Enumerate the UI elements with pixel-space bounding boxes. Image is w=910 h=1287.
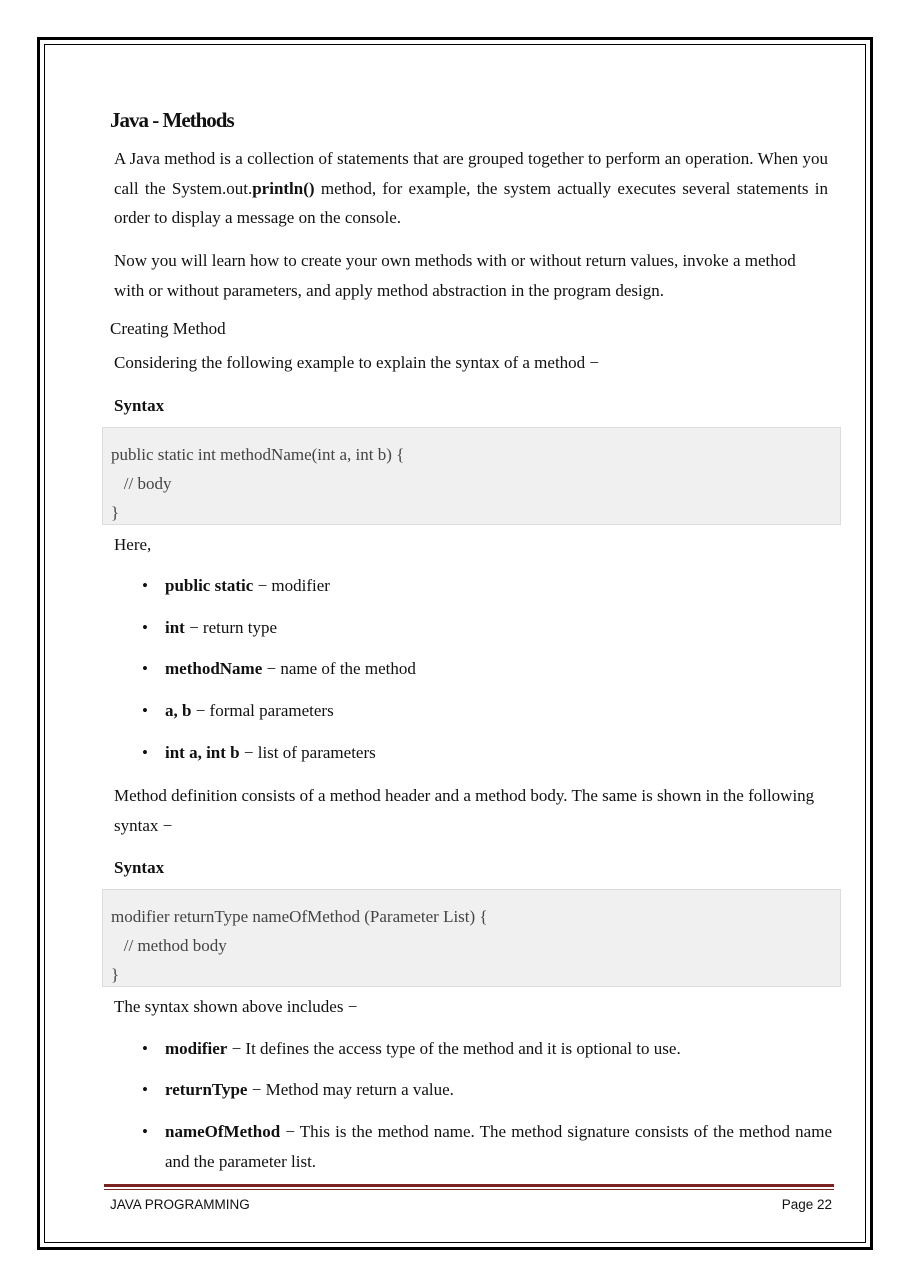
list-item — [142, 1034, 832, 1064]
footer-rule-thin — [104, 1189, 834, 1190]
bullet-icon: • — [142, 1122, 148, 1141]
bullet-icon: • — [142, 701, 148, 720]
list-desc: − It defines the access type of the method and it is optional to use. — [227, 1039, 681, 1058]
footer-rule — [104, 1184, 834, 1187]
list-term: returnType — [165, 1080, 248, 1099]
list-item — [142, 613, 832, 643]
bullet-icon: • — [142, 576, 148, 595]
code-line: // body — [111, 474, 172, 493]
code-line: } — [111, 965, 120, 984]
code-line: } — [111, 503, 120, 522]
bullet-icon: • — [142, 659, 148, 678]
list-item — [142, 571, 832, 601]
list-desc: − This is the method name. The method signature consists of the method name and the parameter list. — [165, 1122, 832, 1171]
list-item — [142, 1075, 832, 1105]
list-item — [142, 1117, 832, 1177]
method-definition-paragraph: Method definition consists of a method header and a method body. The same is shown in the following syntax − — [114, 786, 815, 835]
code-line: // method body — [111, 936, 227, 955]
list-term: methodName — [165, 659, 263, 678]
list-item — [142, 654, 832, 684]
code-line: public static int methodName(int a, int b) { — [111, 445, 405, 464]
bullet-icon: • — [142, 1039, 148, 1058]
println-code: println() — [252, 178, 315, 198]
code-block-2 — [102, 889, 841, 987]
here-text: Here, — [114, 535, 152, 554]
list-desc: − formal parameters — [191, 701, 334, 720]
section-heading-creating-method: Creating Method — [110, 319, 226, 338]
list-desc: − return type — [184, 618, 278, 637]
syntax-label-1: Syntax — [114, 396, 165, 415]
page-number: Page 22 — [781, 1197, 832, 1212]
list-item — [142, 696, 832, 726]
considering-paragraph: Considering the following example to explain the syntax of a method − — [114, 353, 600, 372]
bullet-icon: • — [142, 743, 148, 762]
intro-text-b: method, for example, the system actually executes several statements in order to display a message on the console. — [114, 178, 828, 227]
list-item — [142, 738, 832, 768]
intro-paragraph-1 — [114, 144, 828, 233]
list-desc: − Method may return a value. — [247, 1080, 454, 1099]
code-block-1 — [102, 427, 841, 525]
list-term: int — [165, 618, 185, 637]
list-term: nameOfMethod — [165, 1122, 281, 1141]
syntax-label-2: Syntax — [114, 858, 165, 877]
bullet-icon: • — [142, 618, 148, 637]
bullet-icon: • — [142, 1080, 148, 1099]
list-term: int a, int b — [165, 743, 240, 762]
list-desc: − name of the method — [262, 659, 416, 678]
intro-text-a: A Java method is a collection of statements that are grouped together to perform an operation. When you call the System.out. — [114, 149, 828, 198]
page-title: Java - Methods — [110, 108, 234, 132]
code-line: modifier returnType nameOfMethod (Parameter List) { — [111, 907, 488, 926]
list-desc: − modifier — [253, 576, 330, 595]
list-desc: − list of parameters — [239, 743, 376, 762]
list-term: public static — [165, 576, 254, 595]
footer-title: JAVA PROGRAMMING — [110, 1197, 250, 1212]
list-term: modifier — [165, 1039, 228, 1058]
intro-paragraph-2: Now you will learn how to create your own methods with or without return values, invoke a method with or without parameters, and apply method abstraction in the program design. — [114, 251, 796, 300]
list-term: a, b — [165, 701, 192, 720]
syntax-includes-text: The syntax shown above includes − — [114, 997, 358, 1016]
